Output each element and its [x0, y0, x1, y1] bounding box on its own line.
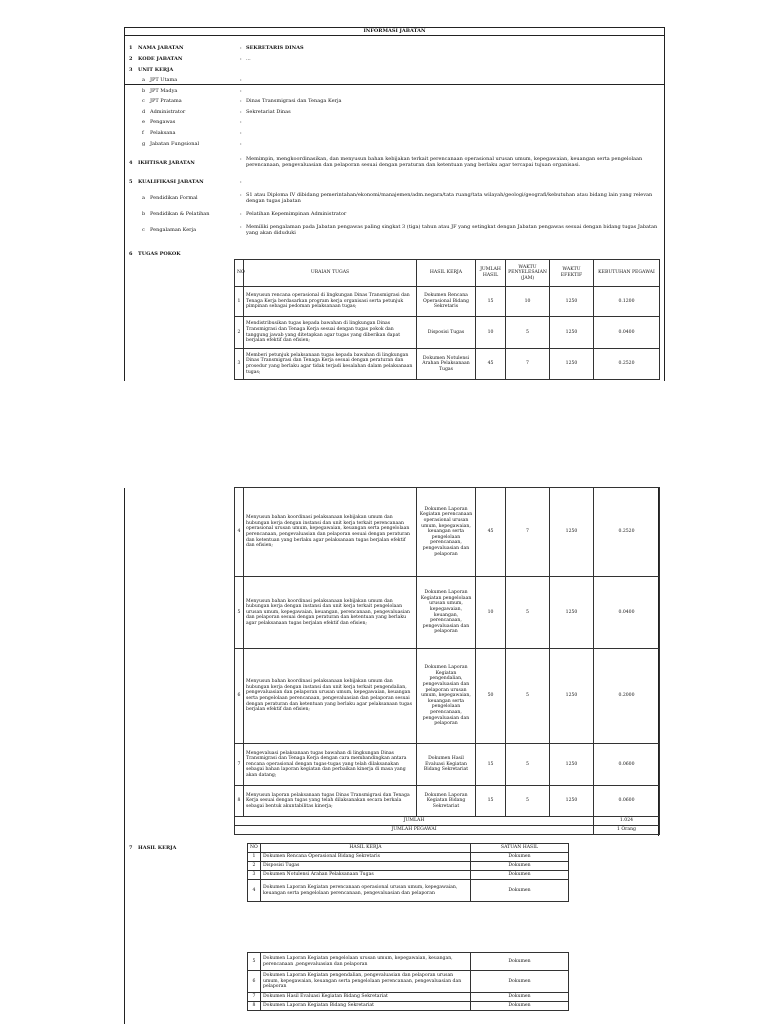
cell-efektif: 1250	[550, 488, 594, 577]
table-header-row	[248, 844, 569, 853]
cell-uraian: Menyusun rencana operasional di lingkungan Dinas Transmigrasi dan Tenaga Kerja berdasarkan program kerja organisasi serta petunjuk pimpinan sebagai pedoman pelaksanaan tugas;	[244, 287, 417, 317]
cell-no: 7	[235, 744, 244, 786]
cell-hasil: Dokumen Rencana Operasional Bidang Sekretaris	[261, 853, 471, 862]
total-pegawai-unit: Orang	[621, 827, 636, 833]
cell-jumlah: 45	[476, 488, 506, 577]
total-label: JUMLAH	[235, 817, 594, 826]
field-label-kode-jabatan: KODE JABATAN	[138, 56, 183, 62]
cell-no: 3	[235, 349, 244, 380]
kualifikasi-value-diklat: Pelatihan Kepemimpinan Administrator	[246, 211, 347, 217]
table-row	[248, 880, 569, 902]
table-row	[235, 786, 660, 817]
kualifikasi-value-pendidikan-formal: S1 atau Diploma IV dibidang pemerintahan/ekonomi/manajemen/adm.negara/tata ruang/tata wilayah/geologi/geografi/kebutuhan atau bidang lain yang relevan dengan tugas jabatan	[246, 192, 653, 204]
cell-hasil: Dokumen Laporan Kegiatan pengelolaan urusan umum, kepegawaian, keuangan, perencanaan ,pengevaluasian dan pelaporan	[261, 953, 471, 971]
unit-colon: :	[240, 130, 242, 136]
unit-letter: d	[142, 109, 146, 115]
cell-satuan: Dokumen	[471, 1002, 569, 1011]
page-1-right-border	[664, 27, 665, 381]
unit-label-pengawas: Pengawas	[150, 119, 176, 125]
kualifikasi-value-pengalaman: Memiliki pengalaman pada Jabatan pengawas paling singkat 3 (tiga) tahun atau JF yang setingkat dengan Jabatan pengawas sesuai dengan bidang tugas Jabatan yang akan diduduki	[246, 224, 658, 236]
unit-label-jpt-pratama: JPT Pratama	[150, 98, 182, 104]
kualifikasi-letter: b	[142, 211, 146, 217]
cell-efektif: 1250	[550, 287, 594, 317]
table-row	[235, 349, 660, 380]
section-divider	[124, 84, 665, 85]
table-row	[248, 862, 569, 871]
unit-letter: a	[142, 77, 145, 83]
cell-efektif: 1250	[550, 349, 594, 380]
cell-waktu: 5	[506, 317, 550, 349]
total-row	[235, 817, 660, 826]
unit-colon: :	[240, 77, 242, 83]
cell-waktu: 7	[506, 488, 550, 577]
kualifikasi-label-diklat: Pendidikan & Pelatihan	[150, 211, 210, 217]
cell-efektif: 1250	[550, 786, 594, 817]
cell-efektif: 1250	[550, 577, 594, 649]
cell-hasil: Dokumen Laporan Kegiatan perencanaan operasional urusan umum, kepegawaian, keuangan serta pengelolaan perencanaan, pengevaluasian dan pelaporan	[417, 488, 476, 577]
unit-letter: b	[142, 88, 146, 94]
cell-hasil: Dokumen Notulensi Arahan Pelaksanaan Tugas	[261, 871, 471, 880]
cell-no: 4	[235, 488, 244, 577]
cell-waktu: 7	[506, 349, 550, 380]
cell-efektif: 1250	[550, 744, 594, 786]
field-label-ikhtisar: IKHTISAR JABATAN	[138, 160, 195, 166]
cell-no: 7	[248, 993, 261, 1002]
page-2-left-border	[124, 488, 125, 1024]
cell-jumlah: 15	[476, 287, 506, 317]
cell-jumlah: 15	[476, 744, 506, 786]
unit-colon: :	[240, 98, 242, 104]
cell-kebutuhan: 0.2000	[594, 649, 660, 744]
cell-jumlah: 10	[476, 577, 506, 649]
cell-uraian: Menyusun bahan koordinasi pelaksanaan kebijakan umum dan hubungan kerja dengan instansi dan unit kerja terkait perencanaan operasional urusan umum, kepegawaian, keuangan serta pengelolaan perencanaan, pengevaluasian dan pelaporan sesuai dengan peraturan dan ketentuan yang berlaku agar pelaksanaan tugas berjalan efektif dan efisien;	[244, 488, 417, 577]
cell-hasil: Dokumen Laporan Kegiatan pengelolaan urusan umum, kepegawaian, keuangan, perencanaan, pengevaluasian dan pelaporan	[417, 577, 476, 649]
cell-hasil: Disposisi Tugas	[417, 317, 476, 349]
cell-efektif: 1250	[550, 649, 594, 744]
total-pegawai-value	[594, 826, 660, 835]
field-no-4: 4	[129, 160, 133, 166]
cell-efektif: 1250	[550, 317, 594, 349]
table-header-row	[235, 260, 660, 287]
cell-waktu: 5	[506, 786, 550, 817]
field-no-7: 7	[129, 845, 133, 851]
total-pegawai-number: 1	[616, 827, 620, 833]
cell-no: 4	[248, 880, 261, 902]
cell-no: 2	[235, 317, 244, 349]
cell-hasil: Dokumen Laporan Kegiatan pengendalian, pengevaluasian dan pelaporan urusan umum, kepegawaian, keuangan serta pengelolaan perencanaan, pengevaluasian dan pelaporan	[417, 649, 476, 744]
cell-satuan: Dokumen	[471, 880, 569, 902]
kualifikasi-letter: a	[142, 195, 145, 201]
cell-kebutuhan: 0.2520	[594, 488, 660, 577]
tugas-pokok-table-page-2	[234, 487, 660, 835]
table-row	[235, 488, 660, 577]
kualifikasi-label-pengalaman: Pengalaman Kerja	[150, 227, 197, 233]
field-label-tugas-pokok: TUGAS POKOK	[138, 251, 181, 257]
field-colon: :	[240, 156, 242, 162]
document-title: INFORMASI JABATAN	[363, 28, 426, 34]
header-efektif: WAKTU EFEKTIF	[550, 260, 594, 287]
cell-jumlah: 15	[476, 786, 506, 817]
total-value: 1.024	[594, 817, 660, 826]
cell-kebutuhan: 0.0400	[594, 577, 660, 649]
field-no-2: 2	[129, 56, 133, 62]
field-colon: :	[240, 179, 242, 185]
cell-no: 1	[248, 853, 261, 862]
cell-hasil: Dokumen Hasil Evaluasi Kegiatan Bidang Sekretariat	[261, 993, 471, 1002]
header-kebutuhan: KEBUTUHAN PEGAWAI	[594, 260, 660, 287]
cell-satuan: Dokumen	[471, 971, 569, 993]
cell-uraian: Menyusun bahan koordinasi pelaksanaan kebijakan umum dan hubungan kerja dengan instansi dan unit kerja terkait pengelolaan urusan umum, kepegawaian, keuangan, perencanaan, pengevaluasian dan pelaporan sesuai dengan peraturan dan ketentuan yang berlaku agar pelaksanaan tugas berjalan efektif dan efisien;	[244, 577, 417, 649]
cell-no: 3	[248, 871, 261, 880]
field-label-hasil-kerja: HASIL KERJA	[138, 845, 177, 851]
unit-value-jpt-pratama: Dinas Transmigrasi dan Tenaga Kerja	[246, 98, 342, 104]
header-satuan: SATUAN HASIL	[471, 844, 569, 853]
unit-label-jpt-utama: JPT Utama	[150, 77, 178, 83]
cell-no: 6	[235, 649, 244, 744]
cell-jumlah: 10	[476, 317, 506, 349]
cell-no: 8	[235, 786, 244, 817]
cell-kebutuhan: 0.0400	[594, 317, 660, 349]
kualifikasi-label-pendidikan-formal: Pendidikan Formal	[150, 195, 198, 201]
cell-satuan: Dokumen	[471, 853, 569, 862]
table-row	[248, 853, 569, 862]
field-no-1: 1	[129, 45, 133, 51]
field-label-unit-kerja: UNIT KERJA	[138, 67, 174, 73]
table-row	[235, 287, 660, 317]
cell-kebutuhan: 0.0600	[594, 744, 660, 786]
field-no-6: 6	[129, 251, 133, 257]
field-label-kualifikasi: KUALIFIKASI JABATAN	[138, 179, 204, 185]
kualifikasi-letter: c	[142, 227, 145, 233]
unit-label-jpt-madya: JPT Madya	[150, 88, 178, 94]
cell-hasil: Disposisi Tugas	[261, 862, 471, 871]
table-row	[248, 953, 569, 971]
header-hasil-kerja: HASIL KERJA	[261, 844, 471, 853]
cell-hasil: Dokumen Laporan Kegiatan Bidang Sekretariat	[261, 1002, 471, 1011]
header-uraian: URAIAN TUGAS	[244, 260, 417, 287]
table-row	[235, 317, 660, 349]
cell-no: 1	[235, 287, 244, 317]
unit-label-jabatan-fungsional: Jabatan Fungsional	[150, 141, 200, 147]
field-no-5: 5	[129, 179, 133, 185]
header-hasil: HASIL KERJA	[417, 260, 476, 287]
cell-hasil: Dokumen Laporan Kegiatan Bidang Sekretariat	[417, 786, 476, 817]
cell-uraian: Memberi petunjuk pelaksanaan tugas kepada bawahan di lingkungan Dinas Transmigrasi dan Tenaga Kerja sesuai dengan peraturan dan prosedur yang berlaku agar tidak terjadi kesalahan dalam pelaksanaan tugas;	[244, 349, 417, 380]
field-label-nama-jabatan: NAMA JABATAN	[138, 45, 184, 51]
title-underline	[124, 35, 665, 36]
cell-jumlah: 50	[476, 649, 506, 744]
unit-label-administrator: Administrator	[150, 109, 186, 115]
cell-waktu: 5	[506, 577, 550, 649]
unit-letter: g	[142, 141, 146, 147]
kualifikasi-colon: :	[240, 211, 242, 217]
cell-hasil: Dokumen Rencana Operasional Bidang Sekretaris	[417, 287, 476, 317]
table-row	[235, 649, 660, 744]
header-jumlah: JUMLAH HASIL	[476, 260, 506, 287]
table-row	[248, 993, 569, 1002]
table-row	[248, 971, 569, 993]
tugas-pokok-table-page-1	[234, 259, 660, 380]
unit-letter: e	[142, 119, 145, 125]
hasil-kerja-table-page-2	[247, 843, 569, 902]
total-pegawai-label: JUMLAH PEGAWAI	[235, 826, 594, 835]
cell-hasil: Dokumen Laporan Kegiatan pengendalian, pengevaluasian dan pelaporan urusan umum, kepegawaian, keuangan serta pengelolaan perencanaan, pengevaluasian dan pelaporan	[261, 971, 471, 993]
cell-satuan: Dokumen	[471, 953, 569, 971]
cell-no: 2	[248, 862, 261, 871]
table-row	[235, 744, 660, 786]
cell-kebutuhan: 0.1200	[594, 287, 660, 317]
cell-waktu: 5	[506, 744, 550, 786]
header-no: NO	[235, 260, 244, 287]
unit-letter: f	[142, 130, 144, 136]
cell-uraian: Menyusun laporan pelaksanaan tugas Dinas Transmigrasi dan Tenaga Kerja sesuai dengan tugas yang telah dilaksanakan secara berkala sebagai bentuk akuntabilitas kinerja;	[244, 786, 417, 817]
unit-colon: :	[240, 119, 242, 125]
table-row	[248, 1002, 569, 1011]
field-value-kode-jabatan: ...	[246, 56, 251, 62]
cell-satuan: Dokumen	[471, 871, 569, 880]
cell-no: 5	[235, 577, 244, 649]
cell-no: 5	[248, 953, 261, 971]
cell-no: 8	[248, 1002, 261, 1011]
unit-letter: c	[142, 98, 145, 104]
cell-kebutuhan: 0.0600	[594, 786, 660, 817]
field-no-3: 3	[129, 67, 133, 73]
header-waktu: WAKTU PENYELESAIAN (JAM)	[506, 260, 550, 287]
field-value-nama-jabatan: SEKRETARIS DINAS	[246, 45, 304, 51]
kualifikasi-colon: :	[240, 224, 242, 230]
table-row	[235, 577, 660, 649]
hasil-kerja-table-page-3	[247, 952, 569, 1011]
cell-hasil: Dokumen Hasil Evaluasi Kegiatan Bidang Sekretariat	[417, 744, 476, 786]
unit-value-administrator: Sekretariat Dinas	[246, 109, 291, 115]
cell-kebutuhan: 0.2520	[594, 349, 660, 380]
cell-uraian: Mendistribusikan tugas kepada bawahan di lingkungan Dinas Transmigrasi dan Tenaga Kerja sesuai dengan tugas pokok dan tanggung jawab yang ditetapkan agar tugas yang diberikan dapat berjalan efektif dan efisien;	[244, 317, 417, 349]
cell-uraian: Menyusun bahan koordinasi pelaksanaan kebijakan umum dan hubungan kerja dengan instansi dan unit kerja terkait pengendalian, pengevaluasian dan pelaporan urusan umum, kepegawaian, keuangan serta pengelolaan perencanaan, pengevaluasian dan pelaporan sesuai dengan peraturan dan ketentuan yang berlaku agar pelaksanaan tugas berjalan efektif dan efisien;	[244, 649, 417, 744]
cell-waktu: 5	[506, 649, 550, 744]
cell-waktu: 10	[506, 287, 550, 317]
field-value-ikhtisar: Memimpin, mengkoordinasikan, dan menyusun bahan kebijakan terkait perencanaan operasional urusan umum, kepegawaian, keuangan serta pengelolaan perencanaan, pengevaluasian dan pelaporan sesuai dengan peraturan dan ketentuan yang berlaku agar tercapai tujuan organisasi.	[246, 156, 643, 168]
cell-satuan: Dokumen	[471, 862, 569, 871]
cell-jumlah: 45	[476, 349, 506, 380]
cell-no: 6	[248, 971, 261, 993]
cell-satuan: Dokumen	[471, 993, 569, 1002]
unit-label-pelaksana: Pelaksana	[150, 130, 176, 136]
field-colon: :	[240, 56, 242, 62]
unit-colon: :	[240, 88, 242, 94]
unit-colon: :	[240, 141, 242, 147]
cell-uraian: Mengevaluasi pelaksanaan tugas bawahan di lingkungan Dinas Transmigrasi dan Tenaga Kerja dengan cara membandingkan antara rencana operasional dengan tugas-tugas yang telah dilaksanakan sebagai bahan laporan kegiatan dan perbaikan kinerja di masa yang akan datang;	[244, 744, 417, 786]
cell-hasil: Dokumen Notulensi Arahan Pelaksanaan Tugas	[417, 349, 476, 380]
total-pegawai-row	[235, 826, 660, 835]
field-colon: :	[240, 45, 242, 51]
kualifikasi-colon: :	[240, 192, 242, 198]
unit-colon: :	[240, 109, 242, 115]
page-1-left-border	[124, 27, 125, 381]
cell-hasil: Dokumen Laporan Kegiatan perencanaan operasional urusan umum, kepegawaian, keuangan serta pengelolaan perencanaan, pengevaluasian dan pelaporan	[261, 880, 471, 902]
header-no: NO	[248, 844, 261, 853]
table-row	[248, 871, 569, 880]
